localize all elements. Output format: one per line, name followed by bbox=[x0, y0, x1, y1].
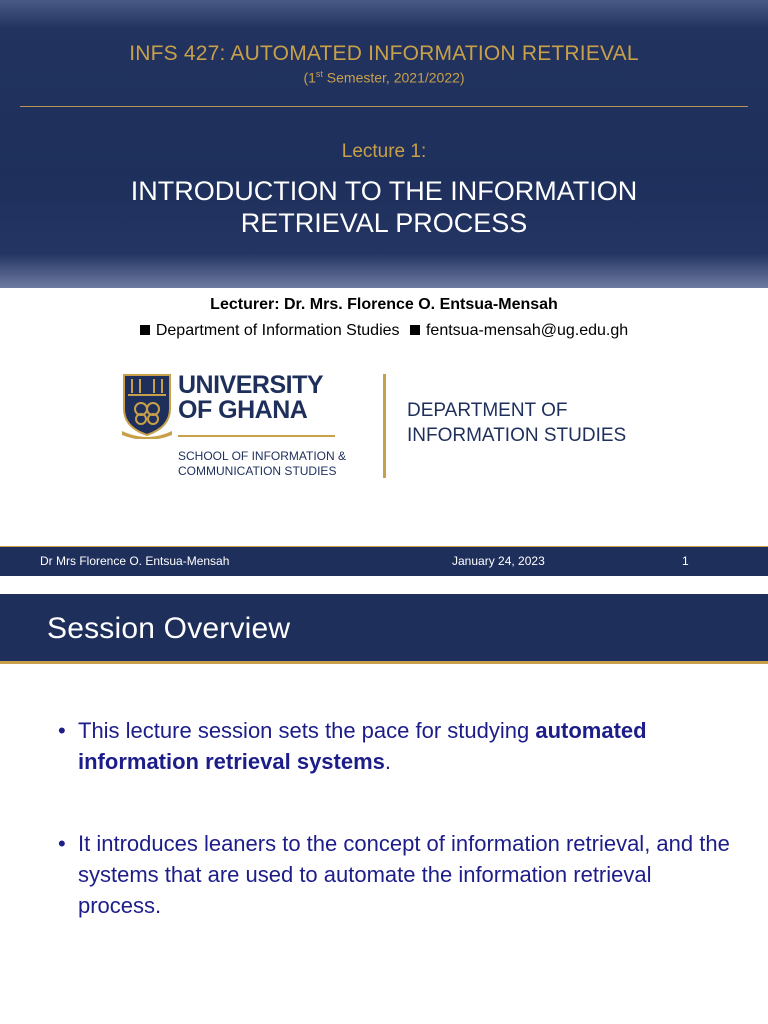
logo-divider bbox=[178, 435, 335, 437]
bullet-text: It introduces leaners to the concept of information retrieval, and the systems that are used to automate the information retrieval process. bbox=[78, 831, 730, 918]
lecture-title: INTRODUCTION TO THE INFORMATION RETRIEVAL PROCESS bbox=[130, 176, 638, 238]
lecture-number: Lecture 1: bbox=[341, 141, 427, 162]
header-divider bbox=[20, 106, 748, 107]
title-slide-header bbox=[0, 0, 768, 288]
bullet-dot-icon: • bbox=[58, 718, 66, 743]
footer-page-number: 1 bbox=[682, 554, 689, 568]
university-name: UNIVERSITY OF GHANA bbox=[178, 371, 324, 424]
bullet-dot-icon: • bbox=[58, 831, 66, 856]
bullet-text-end: . bbox=[384, 749, 392, 774]
course-title: INFS 427: AUTOMATED INFORMATION RETRIEVAL bbox=[129, 42, 639, 65]
department-name: DEPARTMENT OF INFORMATION STUDIES bbox=[407, 400, 627, 446]
semester-rest: Semester, 2021/2022) bbox=[322, 69, 465, 86]
bullet-text-bold: automated information retrieval systems bbox=[78, 718, 647, 774]
semester-label bbox=[0, 69, 768, 86]
email-link[interactable]: fentsua-mensah@ug.edu.gh bbox=[425, 322, 629, 339]
logo-vertical-divider bbox=[383, 374, 386, 478]
school-name: SCHOOL OF INFORMATION & COMMUNICATION STUDIES bbox=[178, 449, 347, 478]
slide-title: Session Overview bbox=[47, 612, 291, 645]
slide-footer bbox=[0, 546, 768, 576]
square-bullet-icon bbox=[140, 325, 150, 335]
overview-header bbox=[0, 594, 768, 664]
lecturer-name: Lecturer: Dr. Mrs. Florence O. Entsua-Mensah bbox=[210, 296, 558, 313]
overview-slide bbox=[0, 594, 768, 1024]
contact-line bbox=[0, 322, 768, 340]
semester-superscript: st bbox=[315, 69, 323, 79]
footer-author: Dr Mrs Florence O. Entsua-Mensah bbox=[40, 554, 230, 568]
square-bullet-icon bbox=[410, 325, 420, 335]
bullet-item bbox=[58, 828, 738, 921]
bullet-item bbox=[58, 715, 738, 777]
bullet-text bbox=[58, 715, 738, 777]
bullet-text-plain: This lecture session sets the pace for studying bbox=[78, 718, 536, 743]
semester-open: (1 bbox=[303, 69, 316, 86]
department-label: Department of Information Studies bbox=[155, 322, 400, 339]
footer-date: January 24, 2023 bbox=[452, 554, 545, 568]
university-crest-icon bbox=[122, 373, 172, 439]
